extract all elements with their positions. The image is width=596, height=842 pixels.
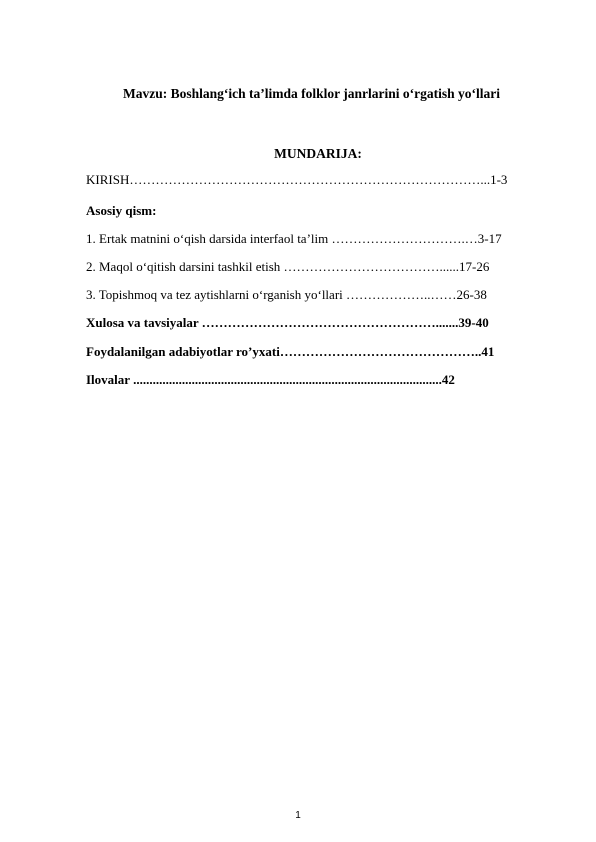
toc-entry-references: Foydalanilgan adabiyotlar ro’yxati………………………………………..41	[86, 344, 495, 359]
toc-entry-conclusion: Xulosa va tavsiyalar ……………………………………………….......39-40	[86, 315, 489, 330]
toc-entry-main-part: Asosiy qism:	[86, 203, 157, 218]
page-number: 1	[295, 810, 301, 821]
toc-heading: MUNDARIJA:	[274, 146, 362, 161]
toc-entry-chapter-3: 3. Topishmoq va tez aytishlarni o‘rganish yo‘llari ………………..……26-38	[86, 287, 487, 302]
toc-entry-appendices: Ilovalar ...............................................................................................42	[86, 372, 455, 387]
toc-entry-chapter-1: 1. Ertak matnini o‘qish darsida interfaol ta’lim ………………………….…3-17	[86, 231, 502, 246]
document-title: Mavzu: Boshlang‘ich ta’limda folklor janrlarini o‘rgatish yo‘llari	[123, 86, 500, 101]
toc-entry-chapter-2: 2. Maqol o‘qitish darsini tashkil etish ………………………………......17-26	[86, 259, 490, 274]
toc-entry-introduction: KIRISH………………………………………………………………………...1-3	[86, 172, 508, 187]
